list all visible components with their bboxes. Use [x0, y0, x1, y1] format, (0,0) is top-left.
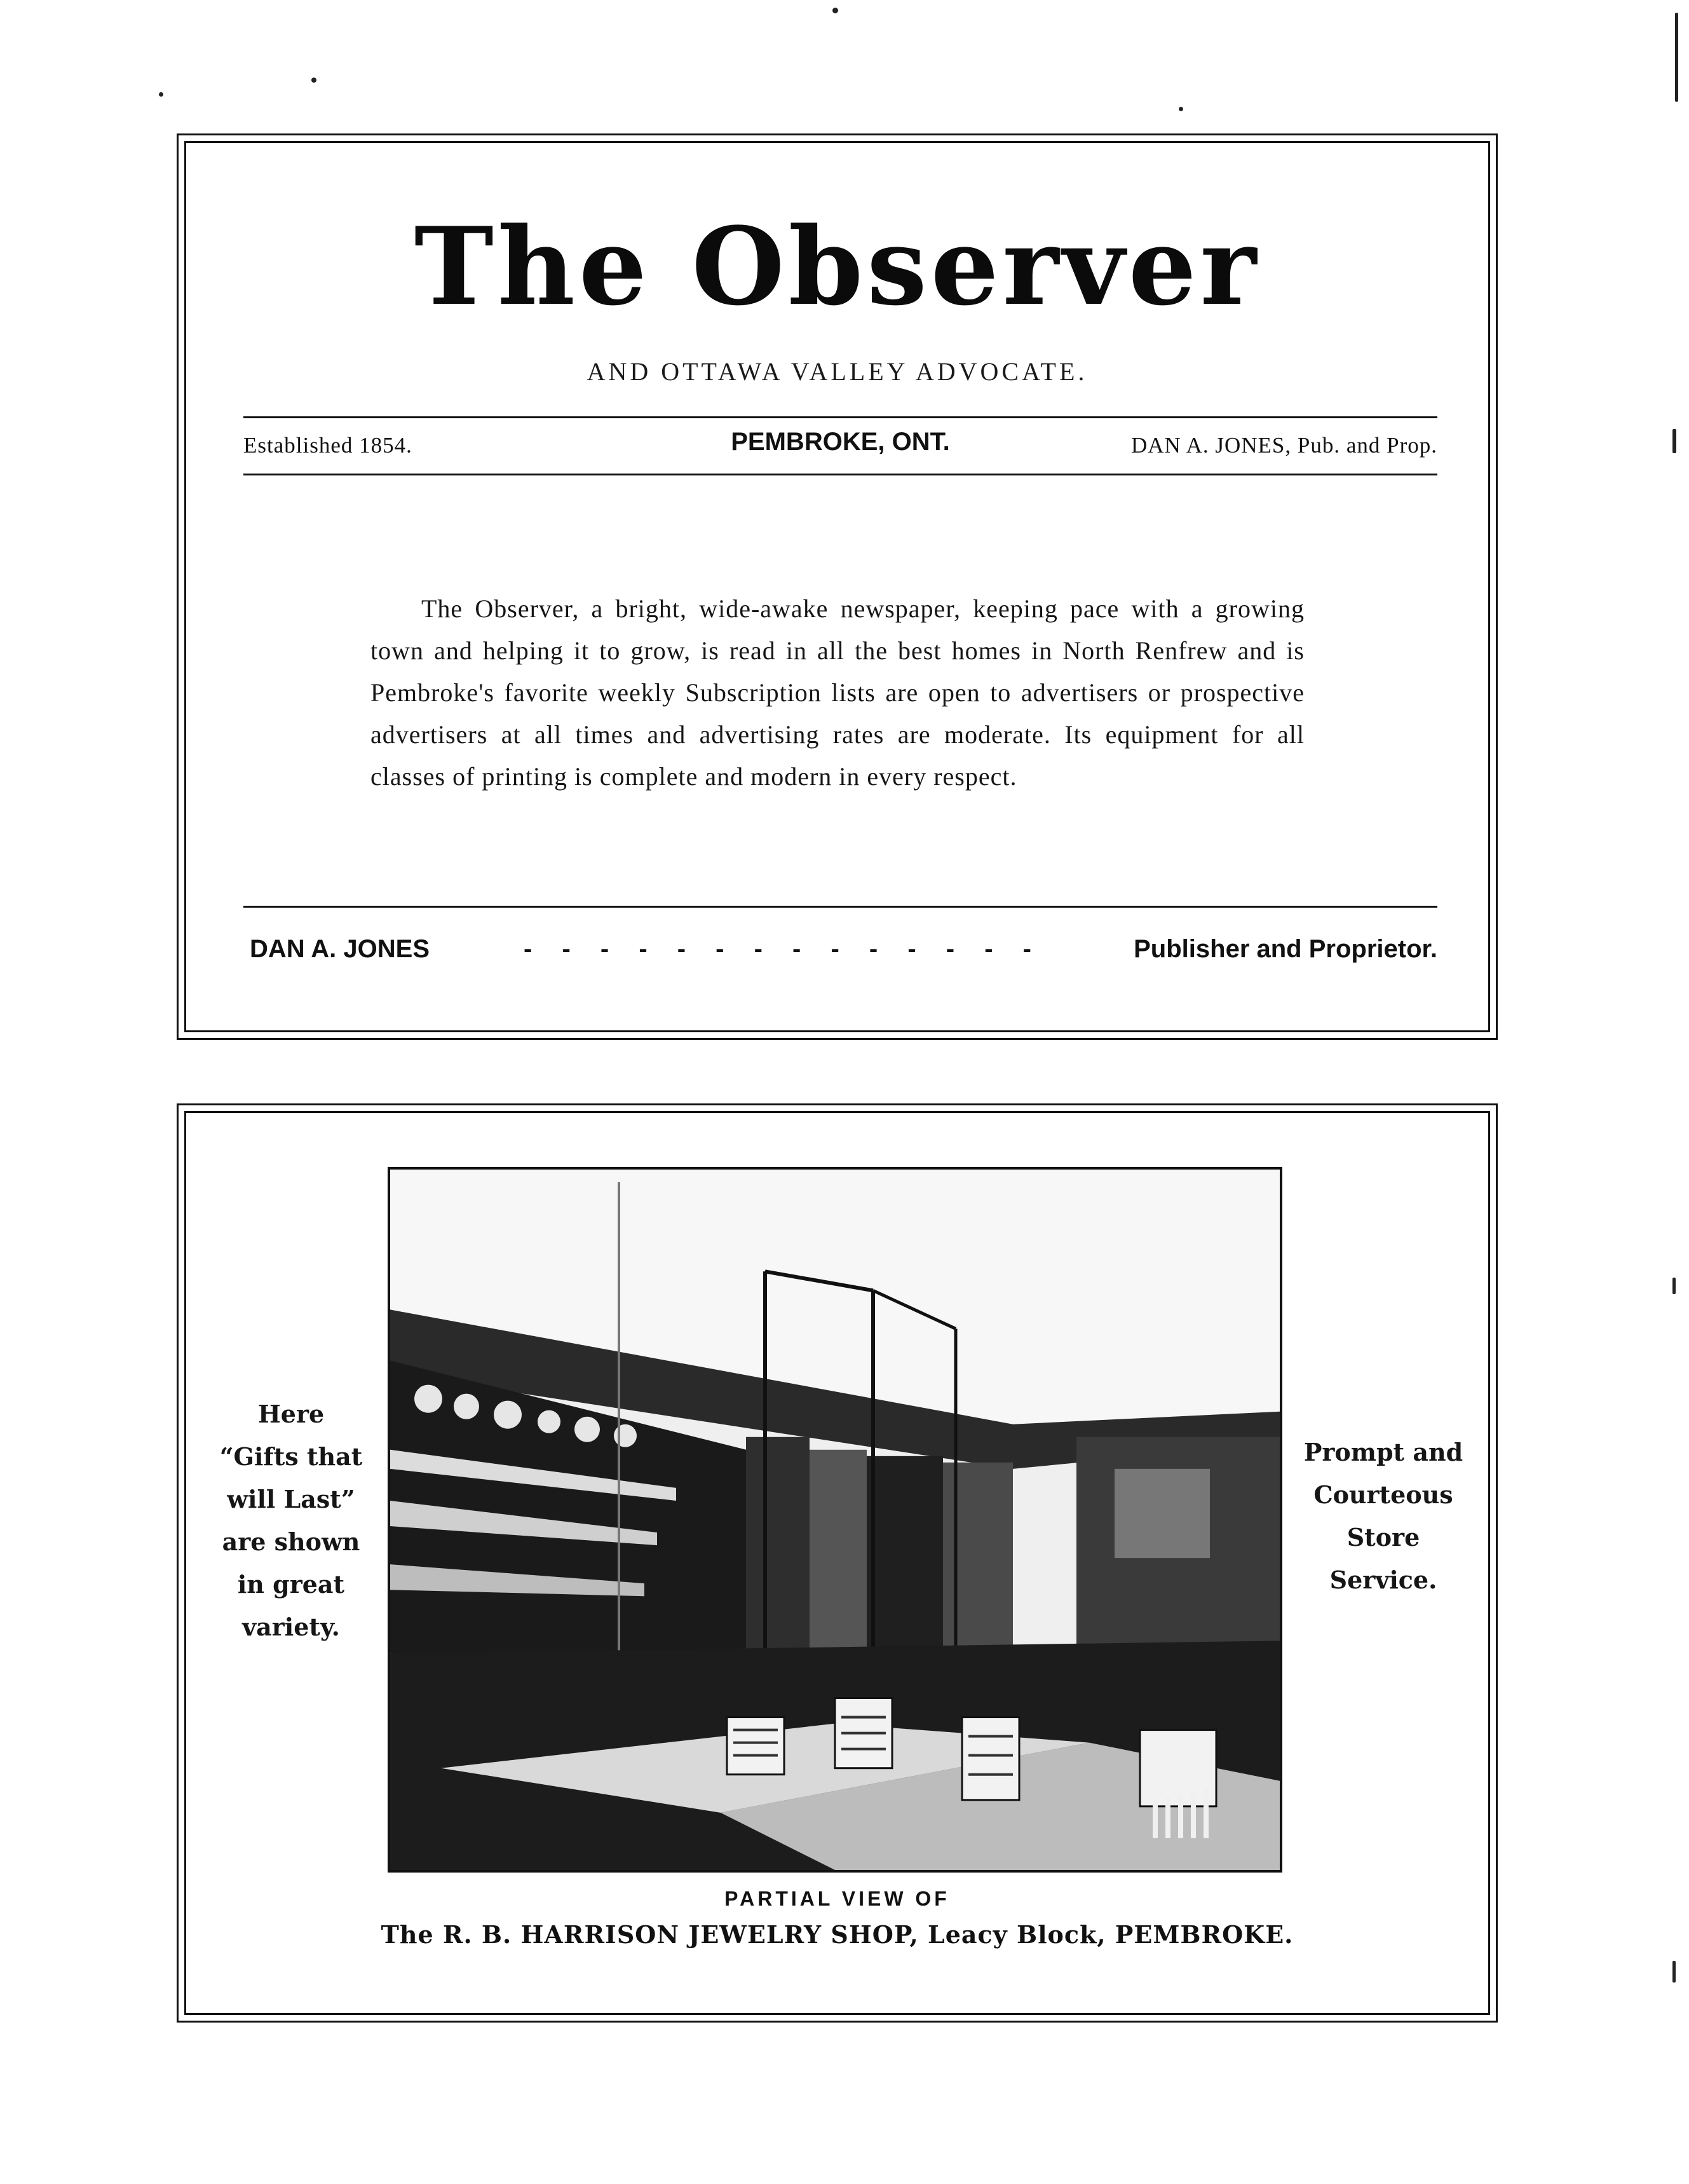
- tagline-line: in great: [237, 1570, 345, 1599]
- tagline-line: Courteous: [1313, 1480, 1453, 1509]
- masthead-title: The Observer: [414, 203, 1261, 329]
- jewelry-advertisement: [184, 1111, 1490, 2015]
- print-speck: [1672, 1278, 1676, 1294]
- photo-caption: The R. B. HARRISON JEWELRY SHOP, Leacy Block, PEMBROKE.: [381, 1920, 1294, 1949]
- rule-top: [243, 416, 1437, 418]
- location: PEMBROKE, ONT.: [731, 428, 950, 456]
- masthead-info-row: [243, 428, 1437, 466]
- tagline-line: Here: [257, 1400, 325, 1428]
- tagline-line: Prompt and: [1303, 1438, 1463, 1466]
- rule-under-info: [243, 474, 1437, 475]
- established-date: Established 1854.: [243, 433, 412, 458]
- service-tagline: [1301, 1431, 1466, 1601]
- print-speck: [1675, 13, 1678, 102]
- print-speck: [1672, 429, 1676, 453]
- print-speck: [832, 8, 838, 13]
- tagline-line: “Gifts that: [219, 1442, 363, 1471]
- print-speck: [311, 78, 316, 83]
- tagline-line: are shown: [222, 1527, 360, 1556]
- rule-above-footer: [243, 906, 1437, 908]
- print-speck: [1179, 107, 1183, 111]
- observer-advertisement: [184, 141, 1490, 1032]
- store-interior-illustration: [390, 1170, 1280, 1870]
- tagline-line: Service.: [1329, 1566, 1437, 1594]
- photo-caption-label: PARTIAL VIEW OF: [724, 1887, 950, 1910]
- gifts-tagline: [215, 1393, 367, 1648]
- publisher-footer: [250, 935, 1437, 979]
- print-speck: [1672, 1961, 1676, 1983]
- publisher-name: DAN A. JONES: [250, 935, 430, 963]
- publisher-role: Publisher and Proprietor.: [1134, 935, 1437, 963]
- tagline-line: will Last”: [227, 1485, 355, 1513]
- dot-leader: - - - - - - - - - - - - - -: [524, 935, 1043, 963]
- jewelry-shop-photo: [388, 1167, 1282, 1873]
- tagline-line: variety.: [242, 1613, 340, 1641]
- print-speck: [159, 92, 163, 97]
- newspaper-description: The Observer, a bright, wide-awake newspaper, keeping pace with a growing town and helping it to grow, is read in all the best homes in North Renfrew and is Pembroke's favorite weekly Subscription lists are open to advertisers or prospective advertisers at all times and advertising rates are moderate. Its equipment for all classes of printing is complete and modern in every respect.: [370, 594, 1305, 791]
- publisher-short: DAN A. JONES, Pub. and Prop.: [1130, 433, 1437, 458]
- masthead-subtitle: AND OTTAWA VALLEY ADVOCATE.: [587, 357, 1088, 386]
- tagline-line: Store: [1346, 1523, 1420, 1552]
